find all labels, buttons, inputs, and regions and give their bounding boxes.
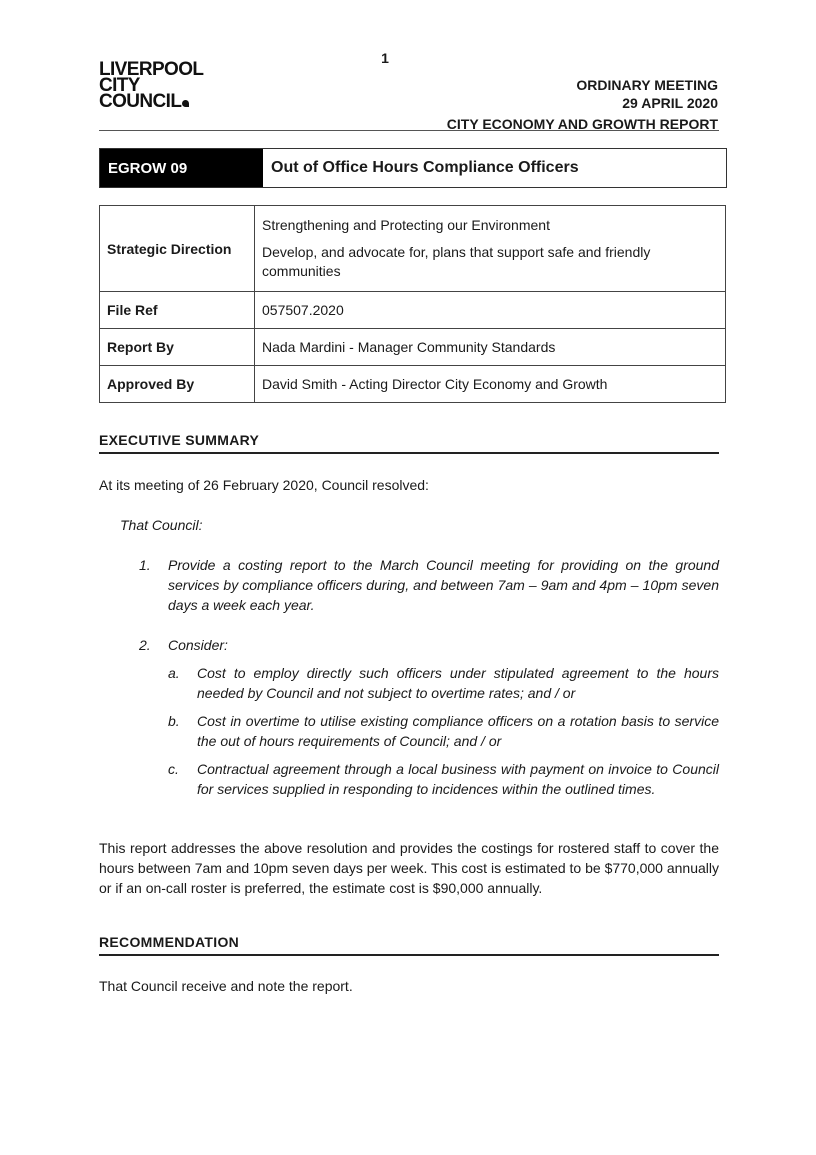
recommendation-text: That Council receive and note the report. <box>99 978 353 994</box>
page-number: 1 <box>381 50 389 66</box>
report-name: CITY ECONOMY AND GROWTH REPORT <box>446 116 718 132</box>
file-ref-label: File Ref <box>100 292 255 329</box>
logo-line-1: LIVERPOOL <box>99 59 204 80</box>
sub-a-letter: a. <box>168 665 180 681</box>
item-title: Out of Office Hours Compliance Officers <box>271 159 579 176</box>
sub-c-letter: c. <box>168 761 179 777</box>
table-row <box>100 366 726 403</box>
approved-by-label: Approved By <box>100 366 255 403</box>
report-by-value: Nada Mardini - Manager Community Standards <box>255 329 726 366</box>
that-council: That Council: <box>120 517 203 533</box>
sub-item-b: Cost in overtime to utilise existing compliance officers on a rotation basis to service the out of hours requirements of Council; and / or <box>197 713 719 749</box>
table-row <box>100 206 726 292</box>
summary-conclusion: This report addresses the above resolution and provides the costings for rostered staff to cover the hours between 7am and 10pm seven days per week. This cost is estimated to be $770,000 annually or if an on-call roster is preferred, the estimate cost is $90,000 annually. <box>99 840 720 896</box>
sub-item-a: Cost to employ directly such officers under stipulated agreement to the hours needed by Council and not subject to overtime rates; and / or <box>197 665 719 701</box>
council-logo <box>99 59 204 112</box>
strategic-direction-1: Strengthening and Protecting our Environment <box>262 217 550 233</box>
report-header <box>447 76 718 133</box>
item-title-box <box>99 148 727 188</box>
report-metadata-table <box>99 205 726 403</box>
recommendation-heading: RECOMMENDATION <box>99 934 719 956</box>
strategic-direction-cell <box>255 206 726 292</box>
item-1-number: 1. <box>139 557 151 573</box>
logo-line-2: CITY <box>99 75 140 96</box>
item-code: EGROW 09 <box>100 149 263 187</box>
file-ref-value: 057507.2020 <box>255 292 726 329</box>
item-2-number: 2. <box>139 637 151 653</box>
resolution-item-1: Provide a costing report to the March Council meeting for providing on the ground services by compliance officers during, and between 7am – 9am and 4pm – 10pm seven days a week each year. <box>168 557 719 613</box>
strategic-direction-2: Develop, and advocate for, plans that support safe and friendly communities <box>262 244 651 279</box>
resolution-item-2: Consider: <box>168 637 228 653</box>
strategic-direction-label: Strategic Direction <box>100 206 255 292</box>
report-by-label: Report By <box>100 329 255 366</box>
executive-summary-heading: EXECUTIVE SUMMARY <box>99 432 719 454</box>
sub-b-letter: b. <box>168 713 180 729</box>
logo-mark-icon <box>182 100 189 107</box>
summary-intro: At its meeting of 26 February 2020, Council resolved: <box>99 477 429 493</box>
table-row <box>100 292 726 329</box>
meeting-date: 29 APRIL 2020 <box>622 95 718 111</box>
approved-by-value: David Smith - Acting Director City Economy and Growth <box>255 366 726 403</box>
table-row <box>100 329 726 366</box>
meeting-type: ORDINARY MEETING <box>576 77 718 93</box>
header-divider <box>99 130 719 131</box>
logo-line-3: COUNCIL <box>99 91 182 112</box>
sub-item-c: Contractual agreement through a local business with payment on invoice to Council for services supplied in responding to incidences within the outlined times. <box>197 761 719 797</box>
